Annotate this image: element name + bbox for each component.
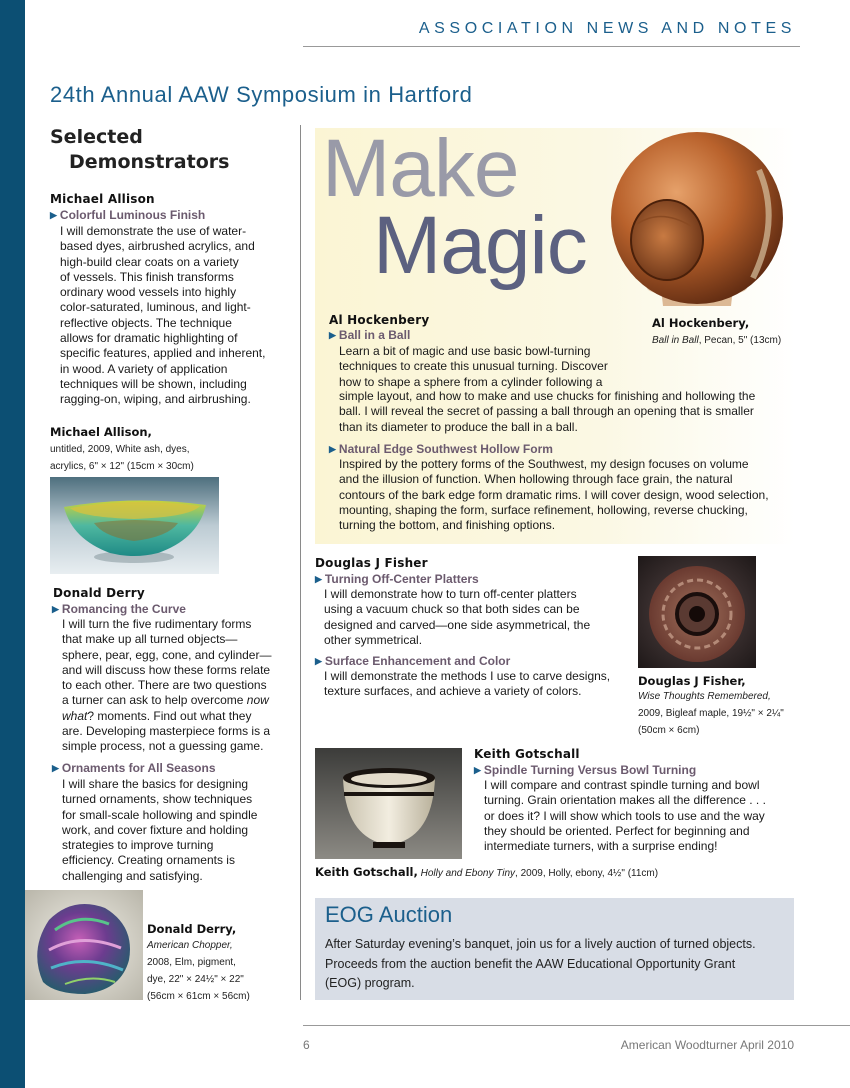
eog-auction-title: EOG Auction — [325, 902, 453, 927]
derry-vessel-photo — [25, 890, 143, 1000]
ball-in-ball-photo — [603, 130, 793, 315]
hockenbery-description-1-cont — [339, 389, 794, 435]
allison-caption-line: untitled, 2009, White ash, dyes, — [50, 444, 190, 455]
triangle-bullet-icon: ▶ — [474, 765, 481, 775]
triangle-bullet-icon: ▶ — [50, 210, 57, 220]
allison-name: Michael Allison — [50, 192, 155, 206]
gotschall-caption-name: Keith Gotschall, — [315, 865, 418, 879]
allison-description-line: I will demonstrate the use of water- — [60, 224, 247, 238]
hockenbery-description-line: ball. I will reveal the secret of passing a ball through an opening that is smaller — [339, 404, 754, 419]
allison-caption-name: Michael Allison, — [50, 425, 152, 439]
page-title: 24th Annual AAW Symposium in Hartford — [50, 82, 473, 107]
hockenbery-description-line: and the illusion of function. When hollowing through face grain, the natural — [339, 472, 733, 487]
gotschall-bowl-photo — [315, 748, 462, 859]
fisher-caption-line: (50cm × 6cm) — [638, 725, 700, 736]
publication-info: American Woodturner April 2010 — [620, 1038, 794, 1052]
gotschall-description-line: or does it? I will show which tools to use and the way — [484, 808, 765, 823]
allison-description-line: ordinary wood vessels into highly — [60, 285, 237, 300]
fisher-caption-lines — [638, 705, 808, 739]
fisher-description-2 — [324, 669, 634, 700]
eog-auction-line: After Saturday evening’s banquet, join us for a lively auction of turned objects. — [325, 937, 756, 951]
fisher-caption-line: 2009, Bigleaf maple, 19½" × 2¼" — [638, 708, 784, 719]
hockenbery-description-line: than its diameter to produce the ball in a ball. — [339, 419, 578, 434]
triangle-bullet-icon: ▶ — [52, 604, 59, 614]
allison-caption — [50, 441, 290, 475]
hockenbery-caption-title: Ball in Ball — [652, 335, 699, 346]
gotschall-description-line: they should be oriented. Perfect for beginning and — [484, 823, 750, 838]
derry-description-line: and will discuss how these forms relate — [62, 662, 271, 677]
page-number: 6 — [303, 1038, 310, 1052]
sidebar-color-bar — [0, 0, 25, 1088]
allison-description-line: color-saturated, luminous, and light- — [60, 300, 251, 315]
hockenbery-topic-1-label: Ball in a Ball — [338, 328, 411, 342]
eog-auction-line: Proceeds from the auction benefit the AAW Educational Opportunity Grant — [325, 956, 736, 971]
derry-caption-lines — [147, 954, 297, 1005]
heading-line-1: Selected — [50, 126, 143, 148]
fisher-platter-photo — [638, 556, 756, 668]
allison-description-line: specific features, applied and inherent, — [60, 346, 266, 361]
gotschall-topic — [474, 763, 696, 777]
allison-description-line: reflective objects. The technique — [60, 315, 232, 330]
allison-description — [60, 224, 296, 408]
gotschall-caption-details: , 2009, Holly, ebony, 4½" (11cm) — [515, 868, 659, 879]
allison-description-line: ragging-on, wiping, and airbrushing. — [60, 392, 251, 407]
hockenbery-description-line: how to shape a sphere from a cylinder following a — [339, 374, 603, 389]
header-rule — [303, 46, 800, 47]
hockenbery-description-2 — [339, 457, 794, 533]
derry-description-2 — [62, 777, 298, 884]
fisher-description-line: I will demonstrate the methods I use to carve designs, — [324, 669, 611, 683]
derry-description-line: efficiency. Creating ornaments is — [62, 853, 235, 868]
eog-auction-text — [325, 935, 787, 994]
hockenbery-topic-2 — [329, 442, 553, 456]
make-heading: Make — [322, 123, 519, 214]
derry-topic-1-label: Romancing the Curve — [61, 602, 186, 616]
derry-emphasis: what — [62, 708, 88, 723]
hockenbery-description-1 — [339, 344, 639, 390]
derry-description-1 — [62, 617, 298, 755]
derry-topic-2-label: Ornaments for All Seasons — [61, 761, 216, 775]
derry-description-1-part-c — [62, 724, 298, 755]
hockenbery-name: Al Hockenbery — [329, 313, 430, 327]
gotschall-description — [484, 778, 794, 854]
fisher-topic-1 — [315, 572, 479, 586]
triangle-bullet-icon: ▶ — [315, 574, 322, 584]
allison-description-line: based dyes, airbrushed acrylics, and — [60, 239, 255, 254]
derry-description-line: that make up all turned objects— — [62, 632, 238, 647]
allison-description-line: allows for dramatic highlighting of — [60, 331, 238, 346]
hockenbery-topic-1 — [329, 328, 410, 342]
fisher-caption — [638, 688, 808, 739]
derry-caption-line: dye, 22" × 24½" × 22" — [147, 974, 244, 985]
derry-description-line: are. Developing masterpiece forms is a — [62, 724, 271, 739]
derry-description-1-part-a — [62, 617, 298, 693]
derry-description-line: I will share the basics for designing — [62, 777, 249, 791]
hockenbery-topic-2-label: Natural Edge Southwest Hollow Form — [338, 442, 553, 456]
fisher-description-line: designed and carved—one side asymmetrical, the — [324, 617, 591, 632]
allison-description-line: of vessels. This finish transforms — [60, 269, 234, 284]
derry-description-line: turned ornaments, show techniques — [62, 792, 253, 807]
allison-description-line: high-build clear coats on a variety — [60, 254, 239, 269]
derry-description-line: strategies to improve turning — [62, 838, 214, 853]
hockenbery-description-line: Learn a bit of magic and use basic bowl-turning — [339, 344, 591, 358]
allison-description-line: techniques will be shown, including — [60, 376, 247, 391]
fisher-description-1 — [324, 587, 624, 648]
gotschall-caption — [315, 864, 658, 882]
derry-description-1-line — [62, 693, 298, 708]
derry-description-line: for small-scale hollowing and spindle — [62, 807, 258, 822]
hockenbery-description-line: simple layout, and how to make and use chucks for finishing and hollowing the — [339, 389, 756, 403]
fisher-description-line: other symmetrical. — [324, 632, 423, 647]
allison-caption-line: acrylics, 6" × 12" (15cm × 30cm) — [50, 461, 194, 472]
gotschall-description-line: intermediate turners, with a surprise ending! — [484, 839, 718, 854]
triangle-bullet-icon: ▶ — [315, 656, 322, 666]
derry-caption — [147, 937, 297, 1005]
gotschall-description-line: I will compare and contrast spindle turning and bowl — [484, 778, 760, 792]
allison-bowl-photo — [50, 477, 219, 574]
derry-description-line: to each other. There are two questions — [62, 678, 267, 693]
derry-caption-line: (56cm × 61cm × 56cm) — [147, 991, 250, 1002]
fisher-topic-2-label: Surface Enhancement and Color — [324, 654, 511, 668]
derry-caption-name: Donald Derry, — [147, 922, 237, 936]
derry-description-line: simple process, not a guessing game. — [62, 739, 264, 754]
fisher-topic-2 — [315, 654, 510, 668]
triangle-bullet-icon: ▶ — [329, 444, 336, 454]
derry-description-line: challenging and satisfying. — [62, 868, 203, 883]
derry-description-1-line — [62, 709, 298, 724]
triangle-bullet-icon: ▶ — [52, 763, 59, 773]
fisher-name: Douglas J Fisher — [315, 556, 428, 570]
derry-topic-2 — [52, 761, 216, 775]
eog-auction-line: (EOG) program. — [325, 976, 415, 990]
derry-caption-line: 2008, Elm, pigment, — [147, 957, 236, 968]
allison-topic — [50, 208, 205, 222]
derry-text: a turner can ask to help overcome — [62, 693, 247, 708]
gotschall-description-line: turning. Grain orientation makes all the difference . . . — [484, 793, 766, 808]
triangle-bullet-icon: ▶ — [329, 330, 336, 340]
derry-description-line: I will turn the five rudimentary forms — [62, 617, 252, 631]
fisher-caption-title: Wise Thoughts Remembered, — [638, 691, 771, 702]
fisher-description-line: texture surfaces, and achieve a variety of colors. — [324, 684, 582, 699]
heading-line-2: Demonstrators — [69, 151, 230, 173]
fisher-description-line: using a vacuum chuck so that both sides can be — [324, 602, 580, 617]
column-divider — [300, 125, 301, 1000]
footer-rule — [303, 1025, 850, 1026]
hockenbery-caption-name: Al Hockenbery, — [652, 316, 750, 330]
hockenbery-description-line: techniques to create this unusual turning. Discover — [339, 359, 608, 374]
fisher-description-line: I will demonstrate how to turn off-center platters — [324, 587, 577, 601]
selected-demonstrators-heading — [50, 125, 229, 175]
fisher-caption-name: Douglas J Fisher, — [638, 674, 746, 688]
derry-emphasis: now — [246, 693, 269, 708]
derry-description-line: sphere, pear, egg, cone, and cylinder— — [62, 647, 272, 662]
hockenbery-caption-details: , Pecan, 5" (13cm) — [698, 335, 782, 346]
hockenbery-description-line: contours of the bark edge form dramatic rims. I will cover design, wood selection, — [339, 487, 769, 502]
hockenbery-caption — [652, 332, 781, 349]
gotschall-topic-label: Spindle Turning Versus Bowl Turning — [483, 763, 697, 777]
gotschall-name: Keith Gotschall — [474, 747, 580, 761]
magic-heading: Magic — [373, 200, 587, 291]
allison-description-line: in wood. A variety of application — [60, 361, 228, 376]
hockenbery-description-line: turning the bottom, and finishing options. — [339, 518, 556, 533]
gotschall-caption-title: Holly and Ebony Tiny — [420, 868, 516, 879]
allison-topic-label: Colorful Luminous Finish — [59, 208, 206, 222]
section-header: ASSOCIATION NEWS AND NOTES — [418, 20, 796, 37]
derry-name: Donald Derry — [53, 586, 145, 600]
derry-topic-1 — [52, 602, 186, 616]
derry-text: ? moments. Find out what they — [87, 708, 252, 723]
fisher-topic-1-label: Turning Off-Center Platters — [324, 572, 479, 586]
hockenbery-description-line: mounting, shaping the form, surface refinement, hollowing, reverse chucking, — [339, 502, 748, 517]
derry-description-line: work, and cover fixture and holding — [62, 822, 249, 837]
hockenbery-description-line: Inspired by the pottery forms of the Southwest, my design focuses on volume — [339, 457, 749, 471]
derry-caption-title: American Chopper, — [147, 940, 233, 951]
